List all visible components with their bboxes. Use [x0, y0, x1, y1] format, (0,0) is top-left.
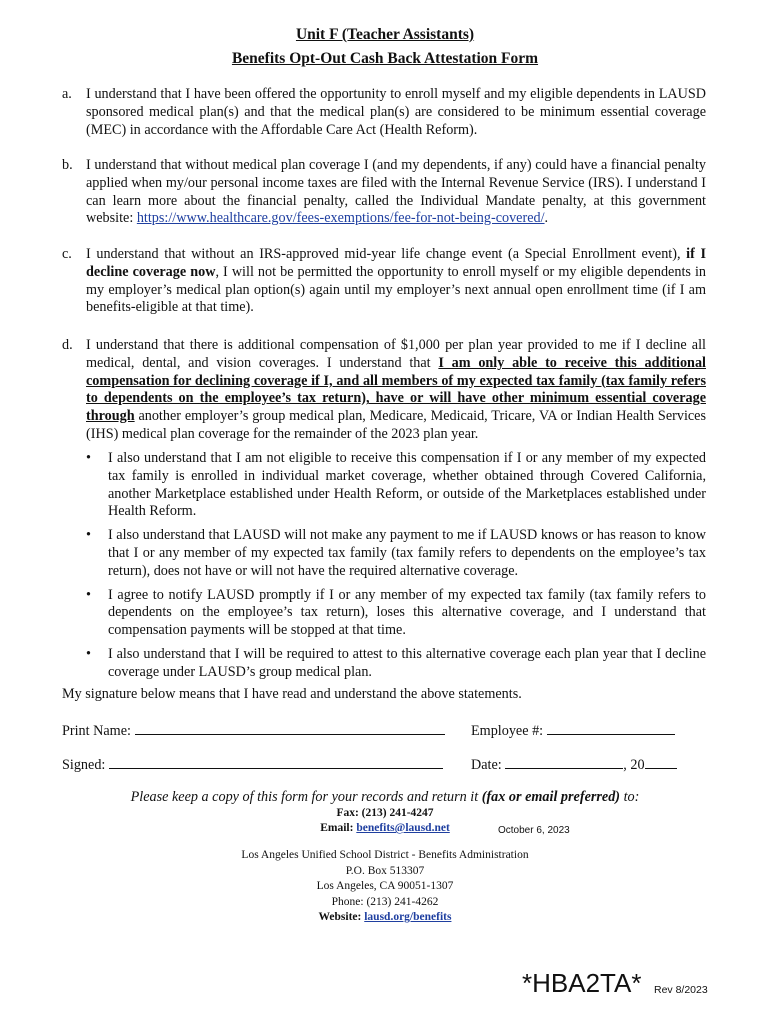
statement-b-end: .: [544, 210, 549, 227]
date-input[interactable]: [505, 754, 623, 769]
form-title-unit: Unit F (Teacher Assistants): [295, 26, 475, 43]
po-box: P.O. Box 513307: [345, 864, 425, 877]
org-name: Los Angeles Unified School District - Benefits Administration: [241, 849, 529, 861]
statement-b-body: [86, 157, 706, 228]
statement-a-text: I understand that I have been offered the opportunity to enroll myself and my eligible dependents in LAUSD sponsored medical plan(s) and that the medical plan(s) are considered to be minimum essential coverage (MEC) in accordance with the Affordable Care Act (Health Reform).: [86, 86, 706, 138]
bullet-text: I also understand that I will be required to attest to this alternative coverage each plan year that I decline coverage under LAUSD’s group medical plan.: [108, 645, 706, 680]
statement-c-text1: I understand that without an IRS-approved mid-year life change event (a Special Enrollment event),: [86, 246, 687, 262]
bullet-icon: •: [86, 645, 91, 662]
email-label: Email:: [320, 822, 357, 834]
form-title: Benefits Opt-Out Cash Back Attestation Form: [231, 50, 539, 67]
statement-d: [62, 337, 706, 444]
bullet-item: [86, 587, 706, 640]
bullet-list: [86, 450, 706, 688]
fax-number: Fax: (213) 241-4247: [336, 807, 434, 819]
bullet-icon: •: [86, 450, 91, 466]
employee-number-input[interactable]: [547, 720, 675, 735]
employee-number-label: Employee #:: [471, 723, 544, 739]
email-link[interactable]: benefits@lausd.net: [356, 822, 450, 834]
return-instructions-text1: Please keep a copy of this form for your records and return it: [130, 789, 482, 805]
year-prefix: , 20: [623, 757, 645, 773]
statement-d-body: [86, 337, 706, 444]
bullet-item: [86, 646, 706, 682]
statement-d-label: d.: [62, 337, 73, 353]
website-line: [0, 910, 770, 926]
print-name-field: [62, 720, 445, 740]
bullet-item: [86, 527, 706, 580]
date-label: Date:: [471, 757, 502, 773]
statement-b: [62, 157, 706, 228]
bullet-icon: •: [86, 586, 91, 603]
bullet-text: I also understand that I am not eligible to receive this compensation if I or any member of my expected tax family is enrolled in individual market coverage, whether obtained through Covered California, another Marketplace established under Health Reform, or outside of the Marketplaces established under Health Reform.: [108, 450, 706, 520]
signature-statement: My signature below means that I have read and understand the above statements.: [62, 686, 522, 702]
statement-b-text: I understand that without medical plan coverage I (and my dependents, if any) could have a financial penalty applied when my/our personal income taxes are filed with the Internal Revenue Service (IRS). I understand I can learn more about the financial penalty, called the Individual Mandate penalty, at this government website:: [86, 157, 706, 227]
statement-c: [62, 246, 706, 317]
signature-input[interactable]: [109, 754, 443, 769]
website-label: Website:: [318, 911, 365, 923]
signed-field: [62, 754, 443, 774]
address-block: [0, 848, 770, 926]
print-name-label: Print Name:: [62, 723, 131, 739]
date-stamp: October 6, 2023: [498, 825, 570, 836]
statement-d-bold: I am only able to receive this additional compensation for declining coverage if I, and all members of my expected tax family (tax family refers to dependents on the employee’s tax return), have or will have other minimum essential coverage through: [86, 354, 706, 425]
statement-c-body: [86, 246, 706, 317]
bullet-item: [86, 450, 706, 521]
bullet-icon: •: [86, 527, 91, 544]
return-instructions-bold: (fax or email preferred): [481, 789, 621, 805]
year-input[interactable]: [645, 754, 677, 769]
statement-d-text2: another employer’s group medical plan, Medicare, Medicaid, Tricare, VA or Indian Health Services (IHS) medical plan coverage for the remainder of the 2023 plan year.: [86, 408, 706, 442]
statement-b-label: b.: [62, 157, 73, 173]
print-name-input[interactable]: [135, 720, 445, 735]
statement-c-label: c.: [62, 246, 72, 262]
statement-a-label: a.: [62, 86, 72, 102]
return-instructions-text2: to:: [620, 789, 640, 805]
city-line: Los Angeles, CA 90051-1307: [316, 880, 454, 892]
bullet-text: I agree to notify LAUSD promptly if I or any member of my expected tax family (tax family refers to dependents on the employee’s tax return), loses this alternative coverage, and I understand that compensation payments will be stopped at that time.: [108, 586, 706, 639]
statement-d-text1: I understand that there is additional compensation of $1,000 per plan year provided to me if I decline all medical, dental, and vision coverages. I understand that: [86, 337, 706, 371]
revision-date: Rev 8/2023: [654, 984, 708, 996]
healthcare-gov-link[interactable]: https://www.healthcare.gov/fees-exemptions/fee-for-not-being-covered/: [136, 210, 545, 227]
form-code: *HBA2TA*: [522, 968, 642, 998]
bullet-text: I also understand that LAUSD will not make any payment to me if LAUSD knows or has reason to know that I or any member of my expected tax family (tax family refers to dependents on the employee’s tax return), does not have or will not have the required alternative coverage.: [108, 527, 706, 579]
return-instructions: [0, 789, 770, 806]
website-link[interactable]: lausd.org/benefits: [364, 911, 452, 923]
date-field: [471, 754, 677, 774]
email-line: [0, 822, 770, 834]
statement-c-text2: , I will not be permitted the opportunity to enroll myself or my eligible dependents in my employer’s medical plan option(s) again until my employer’s next annual open enrollment time (if I am benefits-eligible at that time).: [86, 263, 706, 316]
statement-a: [62, 86, 706, 139]
employee-number-field: [471, 720, 675, 740]
signed-label: Signed:: [62, 757, 106, 773]
phone-number: Phone: (213) 241-4262: [331, 895, 439, 908]
statement-c-bold: if I decline coverage now: [86, 246, 706, 280]
